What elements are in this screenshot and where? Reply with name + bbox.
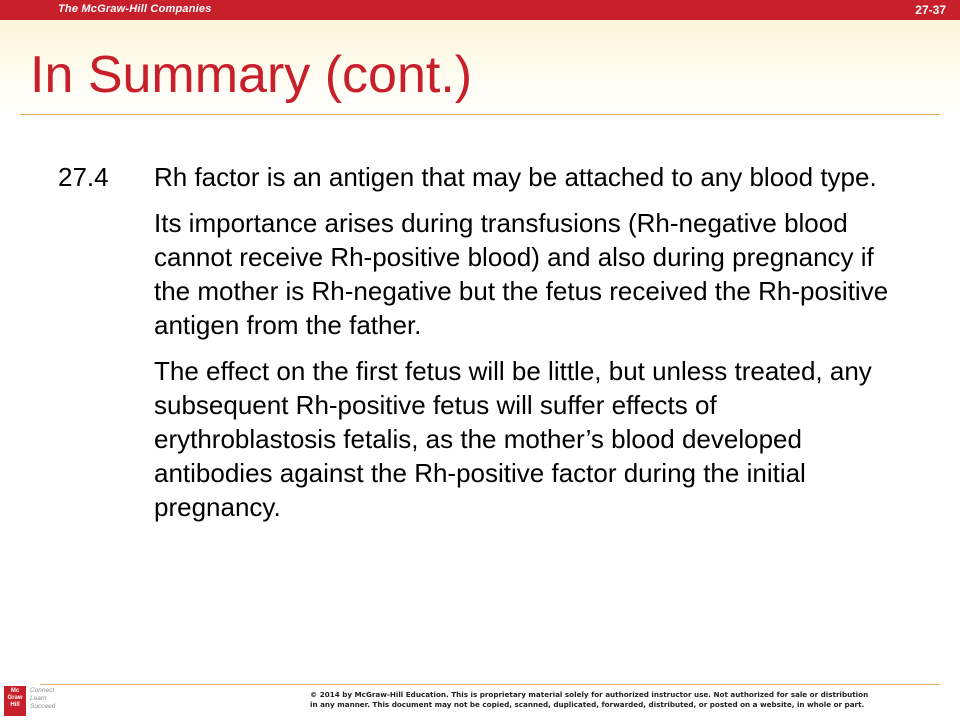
slide-title: In Summary (cont.) (30, 46, 473, 104)
copyright-line: © 2014 by McGraw-Hill Education. This is proprietary material solely for authorized instructor use. Not authorized for sale or distribution (310, 690, 869, 699)
footer-tagline (30, 687, 55, 711)
logo-text: Mc (10, 688, 20, 694)
slide-number: 27-37 (915, 3, 946, 17)
copyright-notice (310, 690, 950, 710)
tagline-word: Succeed (30, 703, 56, 710)
footer-divider (40, 684, 940, 685)
tagline-word: Learn (30, 695, 47, 702)
title-divider (20, 114, 940, 115)
logo-text: Graw (7, 695, 23, 701)
summary-paragraph: Its importance arises during transfusions (Rh-negative blood cannot receive Rh-positive blood) and also during pregnancy if the mother is Rh-negative but the fetus received the Rh-positive antigen from the father. (154, 208, 889, 340)
summary-paragraph: Rh factor is an antigen that may be attached to any blood type. (154, 162, 877, 192)
header-bar (0, 0, 960, 20)
summary-item-number: 27.4 (58, 162, 109, 192)
logo-text: Hill (10, 702, 20, 708)
summary-paragraph: The effect on the first fetus will be little, but unless treated, any subsequent Rh-positive fetus will suffer effects of erythroblastosis fetalis, as the mother’s blood developed antibodies against the Rh-positive factor during the initial pregnancy. (154, 356, 872, 522)
summary-paragraphs (154, 160, 899, 536)
mcgraw-hill-logo (4, 686, 26, 716)
publisher-brand: The McGraw-Hill Companies (58, 3, 212, 15)
tagline-word: Connect (30, 687, 55, 694)
copyright-line: in any manner. This document may not be copied, scanned, duplicated, forwarded, distributed, or posted on a website, in whole or part. (310, 700, 865, 709)
